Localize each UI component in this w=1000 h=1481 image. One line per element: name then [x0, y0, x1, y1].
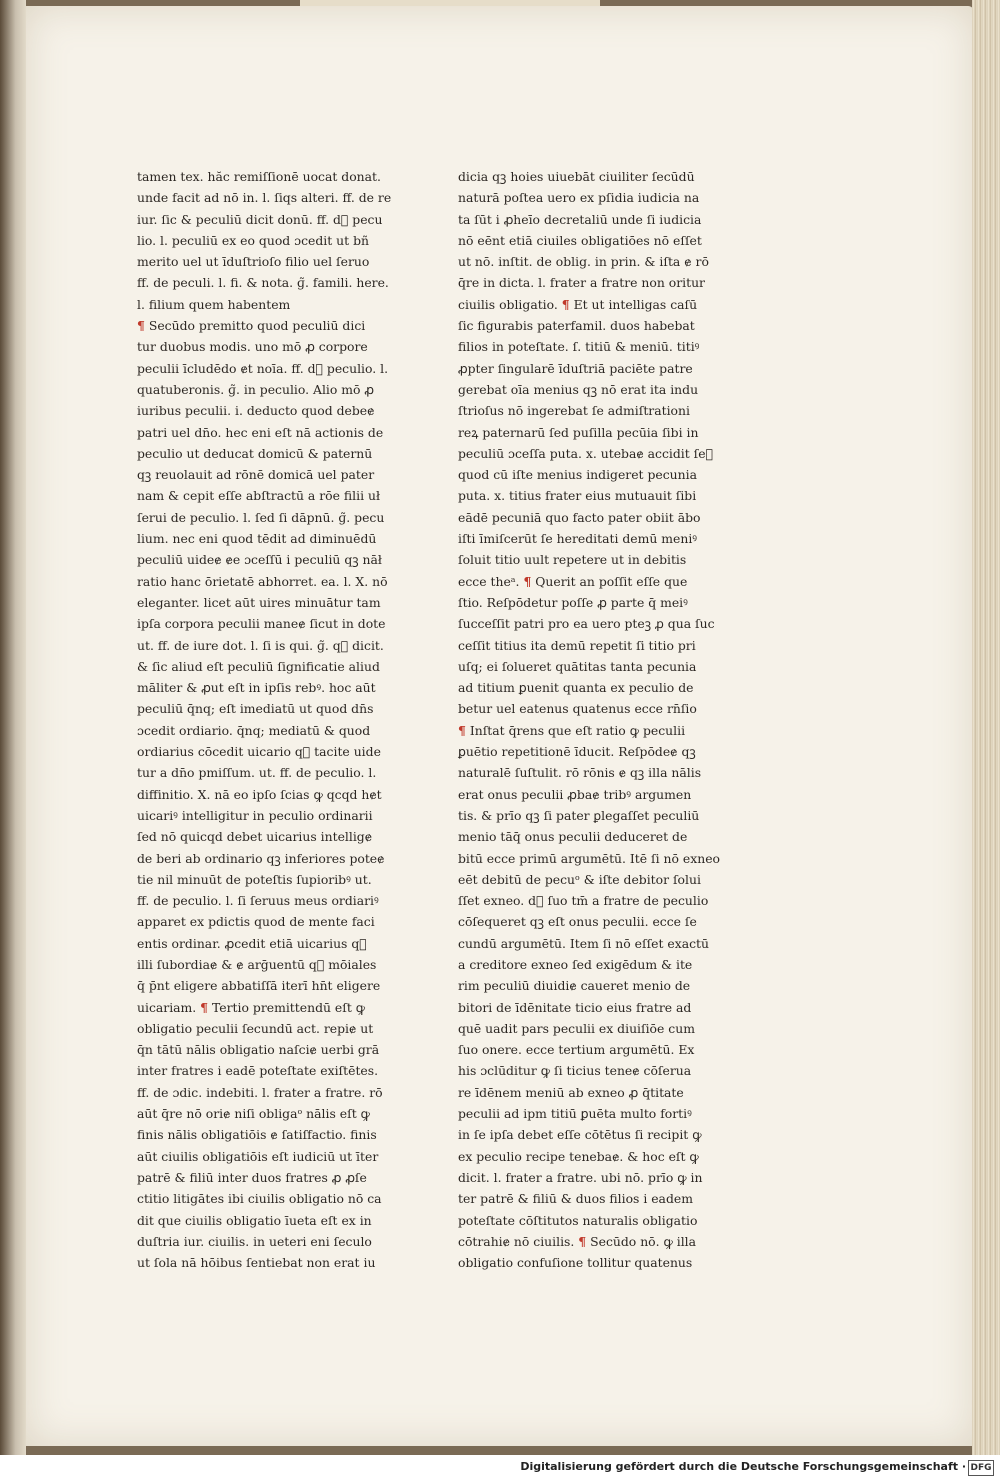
text-line: dicit. l. frater a fratre. ubi nō. prīo ꝙ in	[458, 1169, 703, 1185]
text-line: ¶ Secūdo premitto quod peculiū dici	[137, 318, 366, 334]
text-line: filios in poteſtate. ſ. titiū & meniū. titiꝰ	[458, 339, 700, 355]
text-line: ordiarius cōcedit uicario qᷓ tacite uide	[137, 744, 381, 760]
text-line: patrē & filiū inter duos fratres ꝓ ꝓſe	[137, 1169, 367, 1185]
text-line: his ɔclūditur ꝙ ſi ticius teneɇ cōſerua	[458, 1063, 692, 1079]
paragraph-mark: ¶	[458, 722, 466, 738]
text-line: ipſa corpora peculii maneɇ ſicut in dote	[137, 616, 386, 632]
text-line: ſtio. Reſpōdetur poſſe ꝓ parte q̄ meiꝰ	[458, 594, 688, 610]
text-line: ad titium ꝑuenit quanta ex peculio de	[458, 680, 694, 696]
text-line: ſuo onere. ecce tertium argumētū. Ex	[458, 1042, 695, 1058]
text-line: bitori de īdēnitate ticio eius fratre ad	[458, 999, 692, 1015]
text-line: duſtria iur. ciuilis. in ueteri eni ſeculo	[137, 1233, 372, 1249]
text-line: ɔcedit ordiario. q̄nq; mediatū & quod	[137, 722, 371, 738]
text-line: reꝝ paternarū ſed puſilla pecūia ſibi in	[458, 424, 699, 440]
text-line: ff. de peculi. l. fi. & nota. ɡ̃. famili. here.	[137, 275, 389, 291]
text-line: quē uadit pars peculii ex diuiſiōe cum	[458, 1020, 695, 1036]
text-line: l. filium quem habentem	[137, 296, 291, 312]
text-line: entis ordinar. ꝓcedit etiā uicarius qᷓ	[137, 935, 367, 951]
text-line: patri uel dn̄o. hec eni eſt nā actionis de	[137, 424, 384, 440]
text-line: ut. ff. de iure dot. l. ſi is qui. ɡ̃. qᷓ dicit.	[137, 637, 384, 653]
text-line: puta. x. titius frater eius mutuauit ſibi	[458, 488, 697, 504]
text-line: ter patrē & filiū & duos filios i eadem	[458, 1191, 693, 1207]
page-stack-edge	[972, 0, 1000, 1455]
text-line: obligatio peculii ſecundū act. repiɇ ut	[137, 1020, 374, 1036]
text-line: ut nō. inſtit. de oblig. in prin. & iſta ɇ rō	[458, 254, 709, 270]
text-line: rim peculiū diuidiɇ caueret menio de	[458, 978, 691, 994]
text-line: uſq; ei ſolueret quātitas tanta pecunia	[458, 658, 697, 674]
text-line: tur duobus modis. uno mō ꝓ corpore	[137, 339, 368, 355]
text-line: gerebat oīa menius qꝫ nō erat ita indu	[458, 381, 699, 397]
text-line: tis. & prīo qꝫ ſi pater ꝑlegaſſet peculiū	[458, 807, 700, 823]
text-line: ſic figurabis paterfamil. duos habebat	[458, 318, 695, 334]
text-line: peculio ut deducat domicū & paternū	[137, 445, 373, 461]
text-line: uicariꝰ intelligitur in peculio ordinarii	[137, 807, 373, 823]
text-line: quatuberonis. ɡ̃. in peculio. Alio mō ꝓ	[137, 381, 375, 397]
text-line: q̄ p̄nt eligere abbatiſſā iterī hn̄t eligere	[137, 978, 381, 994]
text-line: iur. ſic & peculiū dicit donū. ff. dᷓ pecu	[137, 211, 383, 227]
text-line: ſſet exneo. dᷓ ſuo tm̄ a fratre de peculio	[458, 893, 709, 909]
text-line: nō eēnt etiā ciuiles obligatiōes nō eſſet	[458, 232, 702, 248]
text-line: eēt debitū de pecuᵒ & iſte debitor ſolui	[458, 871, 701, 887]
text-column-right	[458, 166, 721, 1273]
text-line: ciuilis obligatio. ¶ Et ut intelligas caſū	[458, 296, 698, 312]
paragraph-mark: ¶	[137, 318, 145, 334]
text-line: tie nil minuūt de poteſtis ſupioribꝰ ut.	[137, 871, 372, 887]
text-line: dicia qꝫ hoies uiuebāt ciuiliter ſecūdū	[458, 169, 695, 184]
text-line: ſtrioſus nō ingerebat ſe admiſtrationi	[458, 403, 690, 419]
text-line: inter fratres i eadē poteſtate exiſtētes.	[137, 1063, 379, 1079]
footer-credit: Digitalisierung gefördert durch die Deutsche Forschungsgemeinschaft ·	[520, 1460, 966, 1473]
text-line: unde facit ad nō in. l. ſiqs alteri. ff. de re	[137, 190, 392, 206]
text-line: menio tāq̄ onus peculii deduceret de	[458, 829, 688, 845]
text-line: aūt q̄re nō oriɇ niſi obligaᵒ nālis eſt ꝙ	[137, 1106, 370, 1122]
text-line: iuribus peculii. i. deducto quod debeɇ	[137, 403, 375, 419]
text-line: ceſſit titius ita demū repetit ſi titio pri	[458, 637, 696, 653]
text-line: quod cū iſte menius indigeret pecunia	[458, 467, 697, 483]
text-line: cōtrahiɇ nō ciuilis. ¶ Secūdo nō. ꝙ illa	[458, 1233, 697, 1249]
text-line: māliter & ꝓut eſt in ipſis rebꝰ. hoc aūt	[137, 680, 376, 696]
paragraph-mark: ¶	[578, 1233, 587, 1249]
text-line: apparet ex pdictis quod de mente faci	[137, 914, 375, 930]
text-line: lio. l. peculiū ex eo quod ɔcedit ut bñ	[137, 232, 369, 248]
text-line: lium. nec eni quod tēdit ad diminuēdū	[137, 531, 377, 547]
text-line: ctitio litigātes ibi ciuilis obligatio nō ca	[137, 1191, 382, 1207]
text-line: qꝫ reuolauit ad rōnē domicā uel pater	[137, 467, 375, 483]
text-line: peculiū q̄nq; eſt imediatū ut quod dn̄s	[137, 701, 374, 717]
text-line: ꝑuētio repetitionē īducit. Reſpōdeɇ qꝫ	[458, 744, 696, 760]
text-line: uicariam. ¶ Tertio premittendū eſt ꝙ	[137, 999, 366, 1015]
text-line: ecce theᵃ. ¶ Querit an poſſit eſſe que	[458, 573, 688, 589]
text-line: a creditore exneo ſed exigēdum & ite	[458, 956, 693, 972]
text-line: ff. de ɔdic. indebiti. l. frater a fratre. rō	[137, 1084, 383, 1100]
text-line: peculii īcludēdo ɇt noīa. ff. dᷓ peculio. l.	[137, 360, 389, 376]
text-line: in ſe ipſa debet eſſe cōtētus ſi recipit ꝙ	[458, 1127, 702, 1143]
text-line: nam & cepit eſſe abſtractū a rōe filii uł	[137, 488, 380, 504]
text-line: finis nālis obligatiōis ɇ ſatiſfactio. finis	[137, 1127, 377, 1143]
text-line: cundū argumētū. Item ſi nō eſſet exactū	[458, 935, 710, 951]
paragraph-mark: ¶	[523, 573, 532, 589]
text-line: de beri ab ordinario qꝫ inferiores poteɇ	[137, 850, 385, 866]
text-line: ex peculio recipe tenebaɇ. & hoc eſt ꝙ	[458, 1148, 699, 1164]
text-line: ut ſola nā hōibus ſentiebat non erat iu	[137, 1255, 376, 1271]
text-line: q̄re in dicta. l. frater a fratre non oritur	[458, 275, 705, 291]
dfg-logo: DFG	[968, 1460, 994, 1476]
paragraph-mark: ¶	[200, 999, 209, 1015]
text-line: ſerui de peculio. l. ſed ſi dāpnū. ɡ̃. pecu	[137, 509, 385, 525]
text-line: ſed nō quicqd debet uicarius intelligɇ	[137, 829, 373, 845]
text-line: cōſequeret qꝫ eſt onus peculii. ecce ſe	[458, 914, 697, 930]
text-line: eleganter. licet aūt uires minuātur tam	[137, 594, 381, 610]
text-line: bitū ecce primū argumētū. Itē ſi nō exneo	[458, 850, 721, 866]
text-line: ratio hanc ōrietatē abhorret. ea. l. X. nō	[137, 573, 388, 589]
text-line: peculii ad ipm titiū ꝑuēta multo fortiꝰ	[458, 1106, 692, 1122]
text-line: peculiū uideɇ ɇe ɔceſſū i peculiū qꝫ nāł	[137, 552, 382, 568]
text-line: ¶ Inſtat q̄rens que eſt ratio ꝙ peculii	[458, 722, 686, 738]
text-line: naturā poſtea uero ex pſidia iudicia na	[458, 190, 700, 206]
text-line: poteſtate cōſtitutos naturalis obligatio	[458, 1212, 698, 1228]
text-line: betur uel eatenus quatenus ecce rn̄ſio	[458, 701, 697, 717]
text-line: iſti īmiſcerūt ſe hereditati demū meniꝰ	[458, 531, 698, 547]
text-line: obligatio confuſione tollitur quatenus	[458, 1255, 693, 1271]
text-line: q̄n tātū nālis obligatio naſciɇ uerbi grā	[137, 1042, 380, 1058]
text-line: aūt ciuilis obligatiōis eſt iudiciū ut īter	[137, 1148, 379, 1164]
facing-page-edge	[0, 0, 26, 1455]
text-line: naturalē ſuſtulit. rō rōnis ɇ qꝫ illa nālis	[458, 765, 702, 781]
footer-bar	[0, 1455, 1000, 1481]
text-line: dit que ciuilis obligatio īueta eſt ex in	[137, 1212, 372, 1228]
text-line: peculiū ɔceſſa puta. x. utebaɇ accidit ſeᷓ	[458, 445, 714, 461]
text-line: re īdēnem meniū ab exneo ꝓ q̄titate	[458, 1084, 684, 1100]
text-line: & ſic aliud eſt peculiū ſignificatie aliud	[137, 658, 380, 674]
text-line: illi ſubordiaɇ & ɇ arḡuentū qᷓ mōiales	[137, 956, 377, 972]
text-line: ꝓpter ſingularē īduſtriā paciēte patre	[458, 360, 693, 376]
text-line: ſoluit titio uult repetere ut in debitis	[458, 552, 687, 568]
text-line: tamen tex. hăc remiſſionē uocat donat.	[137, 169, 381, 184]
paragraph-mark: ¶	[561, 296, 570, 312]
text-column-left	[137, 166, 392, 1273]
text-line: ta ſūt i ꝓheīo decretaliū unde ſi iudicia	[458, 211, 702, 227]
text-line: ff. de peculio. l. ſi ſeruus meus ordiariꝰ	[137, 893, 379, 909]
text-line: diffinitio. X. nā eo ipſo ſcias ꝙ qcqd hɇt	[137, 786, 382, 802]
text-line: merito uel ut īduſtrioſo filio uel ſeruo	[137, 254, 370, 270]
text-line: erat onus peculii ꝓbaɇ tribꝰ argumen	[458, 786, 692, 802]
text-line: tur a dn̄o pmiſſum. ut. ff. de peculio. l.	[137, 765, 377, 781]
text-line: ſucceſſit patri pro ea uero pteꝫ ꝓ qua ſuc	[458, 616, 715, 632]
text-line: eādē pecuniā quo facto pater obiit ābo	[458, 509, 701, 525]
